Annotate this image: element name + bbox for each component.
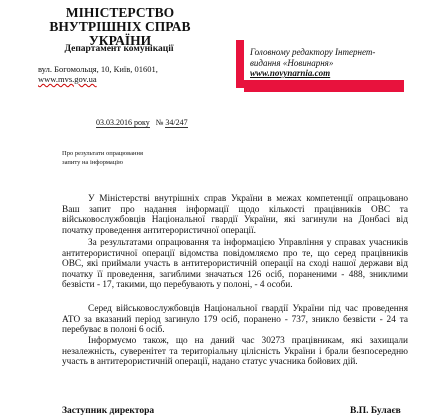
ministry-line-2: ВНУТРІШНІХ СПРАВ [49, 19, 191, 34]
department-name: Департамент комунікації [64, 44, 174, 54]
redaction-mark [244, 80, 404, 92]
redaction-mark [236, 52, 244, 64]
letter-date: 03.03.2016 року [96, 118, 150, 127]
redaction-mark [236, 76, 244, 88]
subject-block [62, 149, 182, 167]
ministry-line-1: МІНІСТЕРСТВО [65, 5, 175, 20]
website-link[interactable]: www.mvs.gov.ua [38, 74, 97, 84]
redaction-mark [236, 64, 244, 76]
recipient-website[interactable]: www.novynarnia.com [250, 68, 331, 78]
letter-number: 34/247 [165, 118, 188, 127]
body-paragraph-2: За результатами опрацювання та інформацією Управління у справах учасників антитерористичної операції відомства повідомляємо про те, що серед працівників ОВС, які приймали участь в антитерористичній операції на сході нашої держави від початку її проведення, загиблими значаться 126 осіб, пораненими - 488, зниклими безвісти - 17, такими, що перебувають у полоні, - 4 особи. [62, 238, 408, 291]
address-block [38, 64, 208, 84]
body-paragraph-1: У Міністерстві внутрішніх справ України в межах компетенції опрацьовано Ваш запит про надання інформації щодо кількості працівників ОВС та військовослужбовців Національної гвардії України, які загинули на Донбасі від початку проведення антитерористичної операції. [62, 194, 408, 236]
date-number-line [96, 118, 188, 128]
signatory-title: Заступник директора [62, 406, 155, 416]
body-paragraph-4: Інформуємо також, що на даний час 30273 працівникам, які захищали незалежність, суверенітет та територіальну цілісність України і брали безпосередню участь в антитерористичній операції, надано статус учасника бойових дій. [62, 336, 408, 368]
body-paragraph-3: Серед військовослужбовців Національної гвардії України під час проведення АТО за вказаний період загинуло 179 осіб, поранено - 737, зникло безвісти - 24 та перебуває в полоні 6 осіб. [62, 304, 408, 336]
signatory-name: В.П. Булаєв [350, 406, 401, 416]
recipient-line-2: видання «Новинарня» [250, 57, 334, 68]
address-line: вул. Богомольця, 10, Київ, 01601, [38, 64, 158, 74]
recipient-line-1: Головному редактору Інтернет- [250, 47, 376, 57]
recipient-block [250, 47, 410, 79]
ministry-line-3: УКРАЇНИ [88, 33, 152, 48]
redaction-mark [236, 40, 244, 52]
subject-line-2: запиту на інформацію [62, 159, 123, 166]
number-label: № [155, 118, 164, 127]
ministry-header [40, 6, 200, 48]
subject-line-1: Про результати опрацювання [62, 150, 143, 157]
